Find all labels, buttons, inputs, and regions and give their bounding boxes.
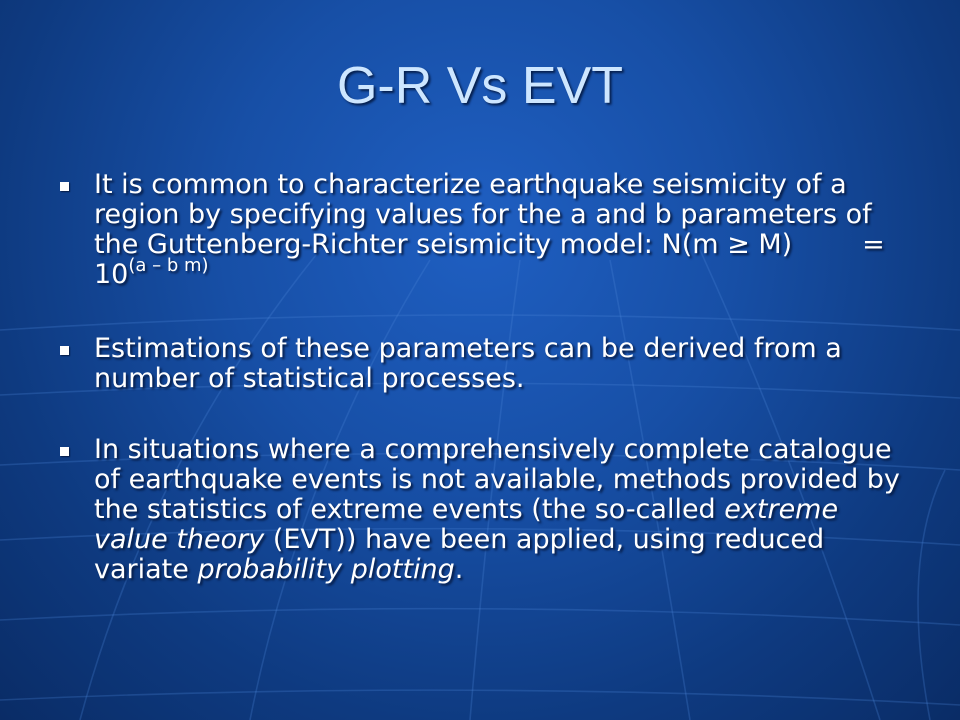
square-bullet-icon — [60, 346, 69, 355]
bullet-text: . — [454, 554, 464, 585]
slide-title: G-R Vs EVT — [336, 57, 624, 115]
bullet-italic-term: probability plotting — [197, 554, 455, 585]
bullet-item-estimations — [58, 334, 918, 394]
equation-right: = 10 — [94, 229, 885, 290]
bullet-italic-term: extreme value theory — [94, 494, 839, 555]
square-bullet-icon — [60, 182, 69, 191]
bullet-item-evt — [58, 435, 918, 585]
bullet-text: In situations where a comprehensively complete catalogue of earthquake events is not available, methods provided by the statistics of extreme events (the so-called — [94, 434, 900, 525]
equation-exponent: (a – b m) — [128, 255, 209, 276]
square-bullet-icon — [60, 447, 69, 456]
bullet-text: Estimations of these parameters can be derived from a number of statistical processes. — [94, 333, 842, 394]
bullet-text: It is common to characterize earthquake seismicity of a region by specifying values for the a and b parameters of the Guttenberg-Richter seismicity model: — [94, 169, 872, 260]
equation-left: N(m ≥ M) — [661, 229, 793, 260]
bullet-list — [58, 170, 918, 585]
bullet-item-gr-model — [58, 170, 918, 293]
bullet-text: (EVT)) have been applied, using reduced variate — [94, 524, 825, 585]
